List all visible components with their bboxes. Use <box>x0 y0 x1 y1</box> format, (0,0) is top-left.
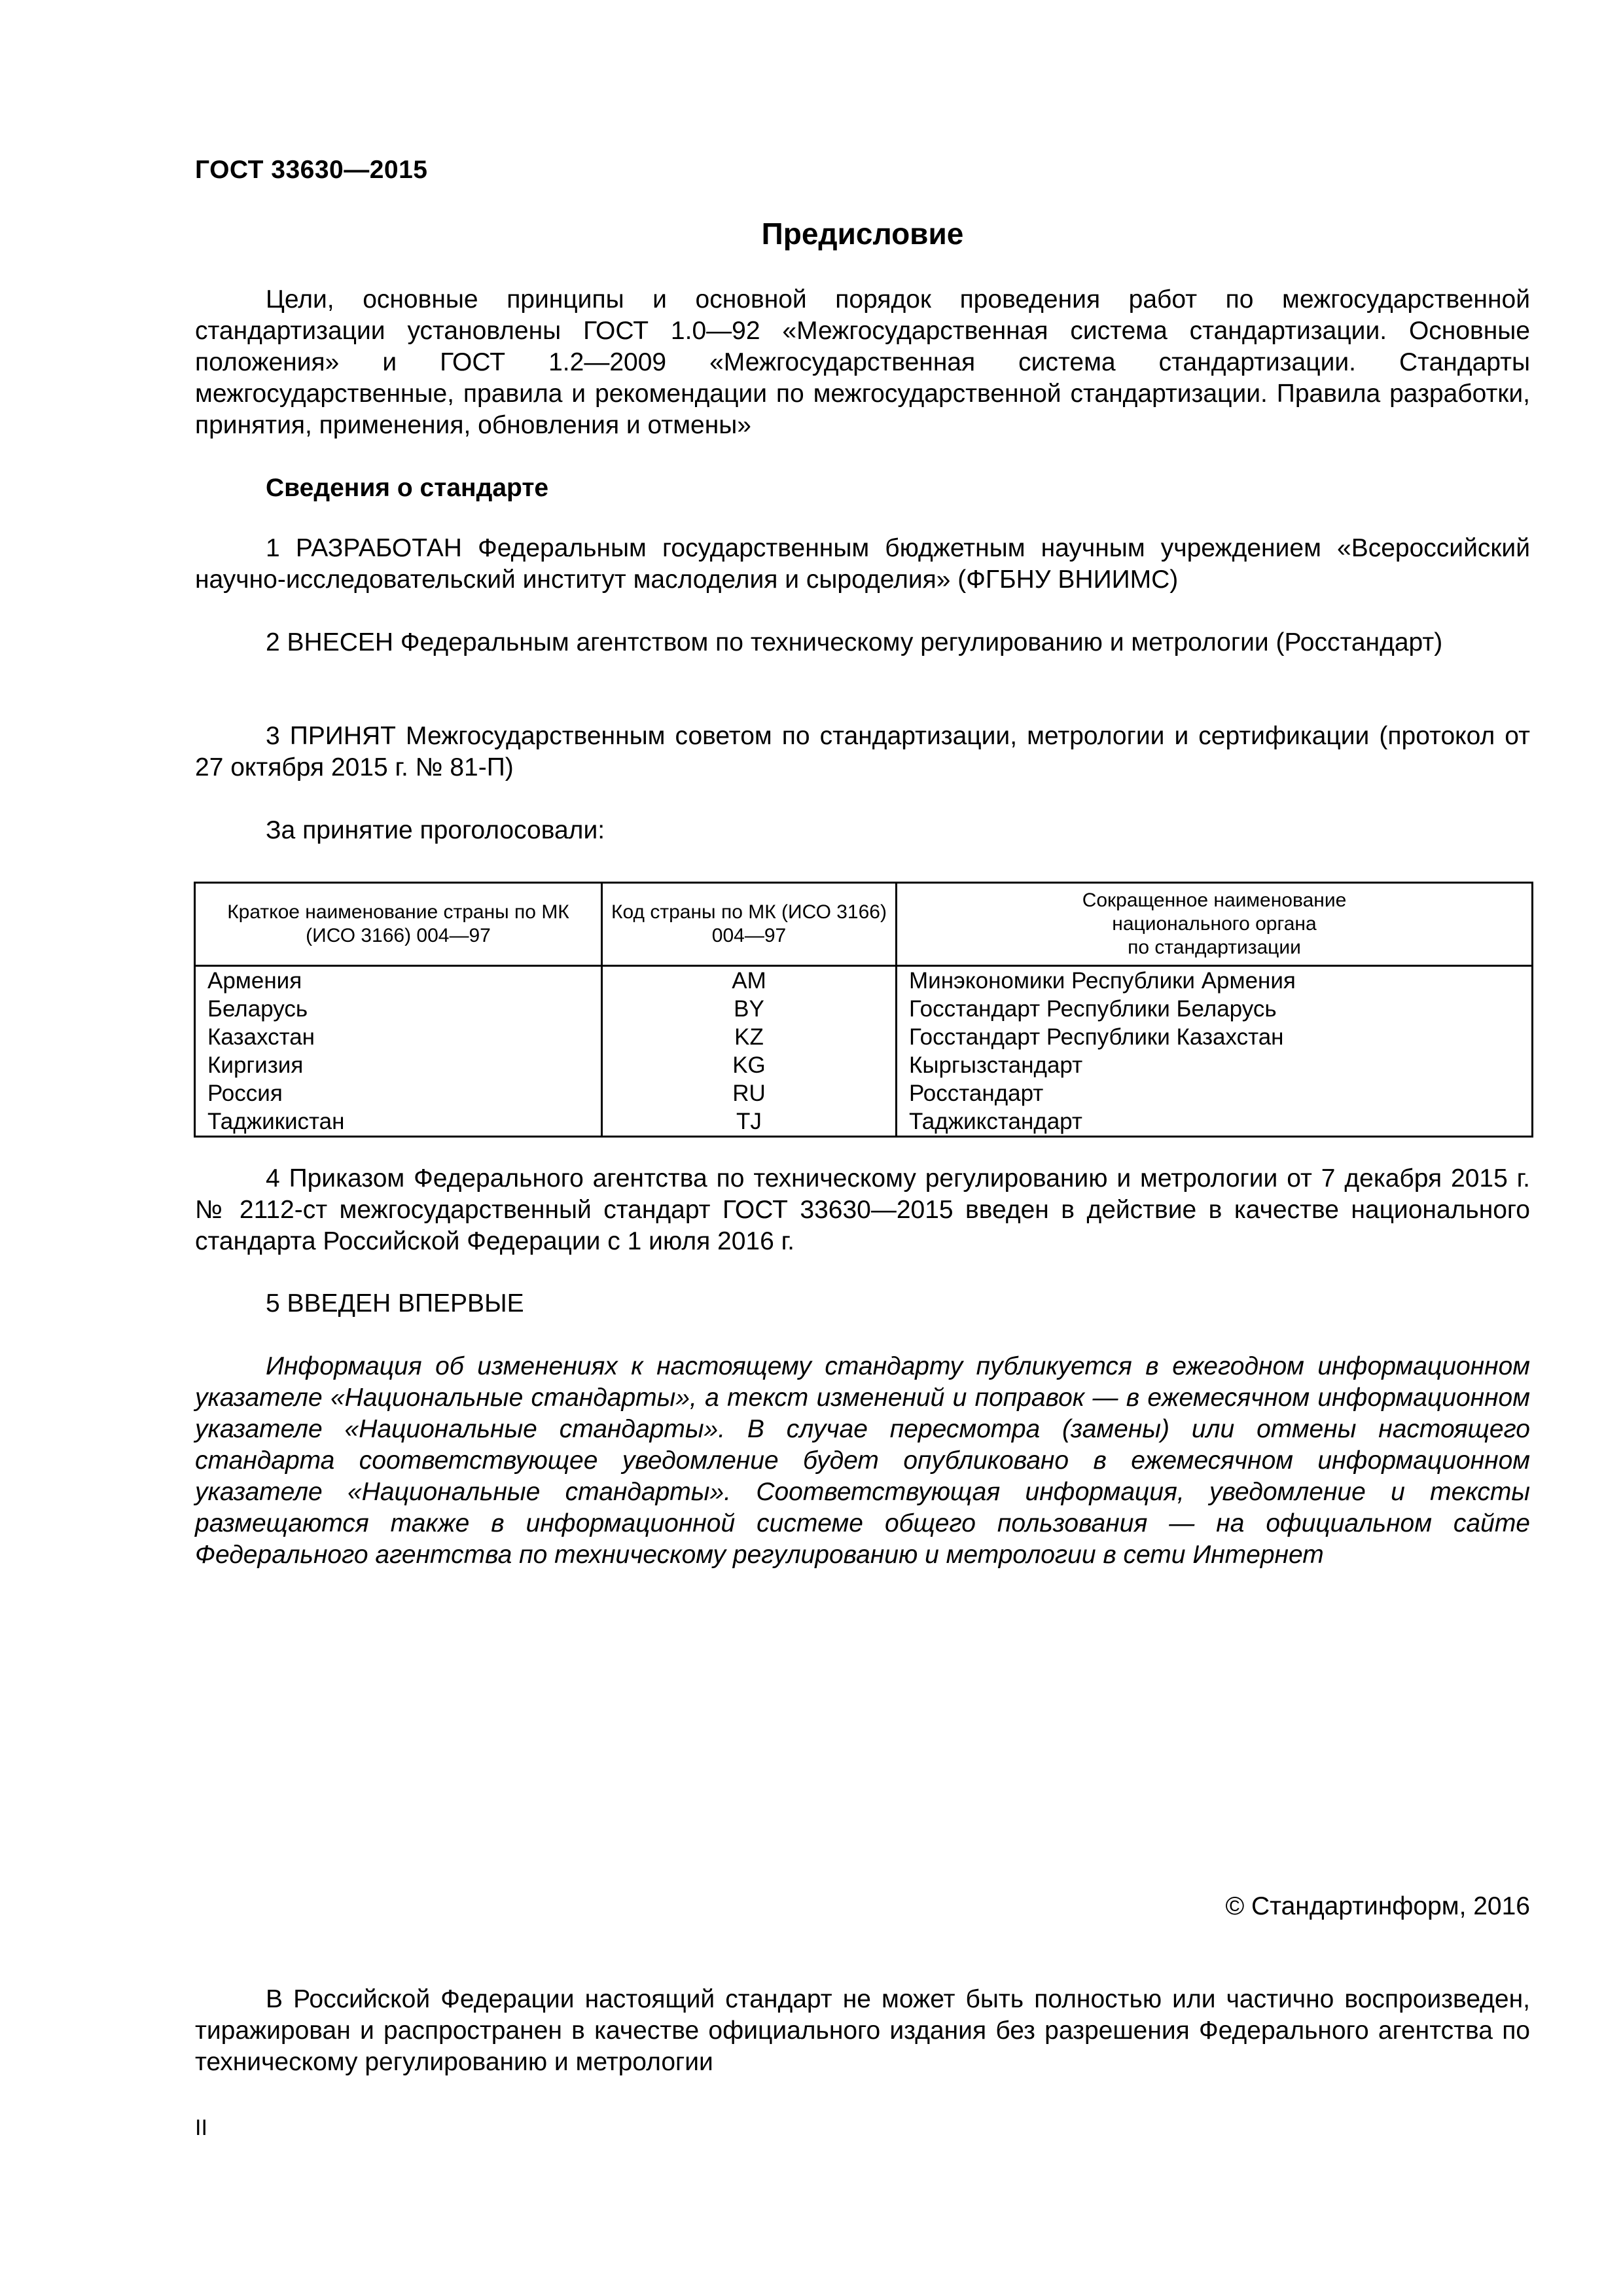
cell-code: AM <box>602 966 897 996</box>
page-title: Предисловие <box>761 217 964 251</box>
table-row <box>195 1107 1533 1137</box>
item-adopted: 3 ПРИНЯТ Межгосударственным советом по стандартизации, метрологии и сертификации (протокол от 27 октября 2015 г. № 81-П) <box>195 722 1530 781</box>
copyright-line: © Стандартинформ, 2016 <box>1225 1892 1530 1920</box>
cell-country: Беларусь <box>195 995 602 1023</box>
cell-body: Минэкономики Республики Армения <box>897 966 1533 996</box>
item-first-time: 5 ВВЕДЕН ВПЕРВЫЕ <box>266 1289 524 1318</box>
cell-body: Таджикстандарт <box>897 1107 1533 1137</box>
header-body: Сокращенное наименование национального органа по стандартизации <box>897 883 1533 966</box>
changes-notice: Информация об изменениях к настоящему стандарту публикуется в ежегодном информационном указателе «Национальные стандарты», а текст изменений и поправок — в ежемесячном информационном указателе «Национальные стандарты». В случае пересмотра (замены) или отмены настоящего стандарта соответствующее уведомление будет опубликовано в ежемесячном информационном указателе «Национальные стандарты». Соответствующая информация, уведомление и тексты размещаются также в информационной системе общего пользования — на официальном сайте Федерального агентства по техническому регулированию и метрологии в сети Интернет <box>195 1352 1530 1569</box>
cell-country: Казахстан <box>195 1023 602 1051</box>
table-row <box>195 995 1533 1023</box>
cell-body: Госстандарт Республики Беларусь <box>897 995 1533 1023</box>
page-number: II <box>195 2115 207 2140</box>
cell-code: KZ <box>602 1023 897 1051</box>
voted-label: За принятие проголосовали: <box>266 816 605 844</box>
cell-country: Таджикистан <box>195 1107 602 1137</box>
header-country: Краткое наименование страны по МК (ИСО 3166) 004—97 <box>195 883 602 966</box>
header-code: Код страны по МК (ИСО 3166) 004—97 <box>602 883 897 966</box>
cell-code: TJ <box>602 1107 897 1137</box>
table-row <box>195 966 1533 996</box>
reproduction-notice: В Российской Федерации настоящий стандарт не может быть полностью или частично воспроизведен, тиражирован и распространен в качестве официального издания без разрешения Федерального агентства по техническому регулированию и метрологии <box>195 1985 1530 2076</box>
table-row <box>195 1023 1533 1051</box>
item-developed: 1 РАЗРАБОТАН Федеральным государственным бюджетным научным учреждением «Всероссийский научно-исследовательский институт маслоделия и сыроделия» (ФГБНУ ВНИИМС) <box>195 534 1530 594</box>
intro-paragraph: Цели, основные принципы и основной порядок проведения работ по межгосударственной стандартизации установлены ГОСТ 1.0—92 «Межгосударственная система стандартизации. Основные положения» и ГОСТ 1.2—2009 «Межгосударственная система стандартизации. Стандарты межгосударственные, правила и рекомендации по межгосударственной стандартизации. Правила разработки, принятия, применения, обновления и отмены» <box>195 285 1530 439</box>
document-header-id: ГОСТ 33630—2015 <box>195 156 428 184</box>
cell-country: Россия <box>195 1079 602 1107</box>
item-submitted: 2 ВНЕСЕН Федеральным агентством по техническому регулированию и метрологии (Росстандарт) <box>266 628 1443 656</box>
cell-country: Армения <box>195 966 602 996</box>
info-heading: Сведения о стандарте <box>266 474 549 502</box>
item-enacted: 4 Приказом Федерального агентства по техническому регулированию и метрологии от 7 декабря 2015 г. № 2112-ст межгосударственный стандарт ГОСТ 33630—2015 введен в действие в качестве национального стандарта Российской Федерации с 1 июля 2016 г. <box>195 1164 1530 1255</box>
cell-code: KG <box>602 1051 897 1079</box>
voting-table-header-row <box>195 883 1533 966</box>
cell-body: Росстандарт <box>897 1079 1533 1107</box>
table-row <box>195 1079 1533 1107</box>
cell-code: BY <box>602 995 897 1023</box>
voting-table <box>194 882 1533 1138</box>
cell-body: Кыргызстандарт <box>897 1051 1533 1079</box>
table-row <box>195 1051 1533 1079</box>
cell-country: Киргизия <box>195 1051 602 1079</box>
cell-body: Госстандарт Республики Казахстан <box>897 1023 1533 1051</box>
cell-code: RU <box>602 1079 897 1107</box>
